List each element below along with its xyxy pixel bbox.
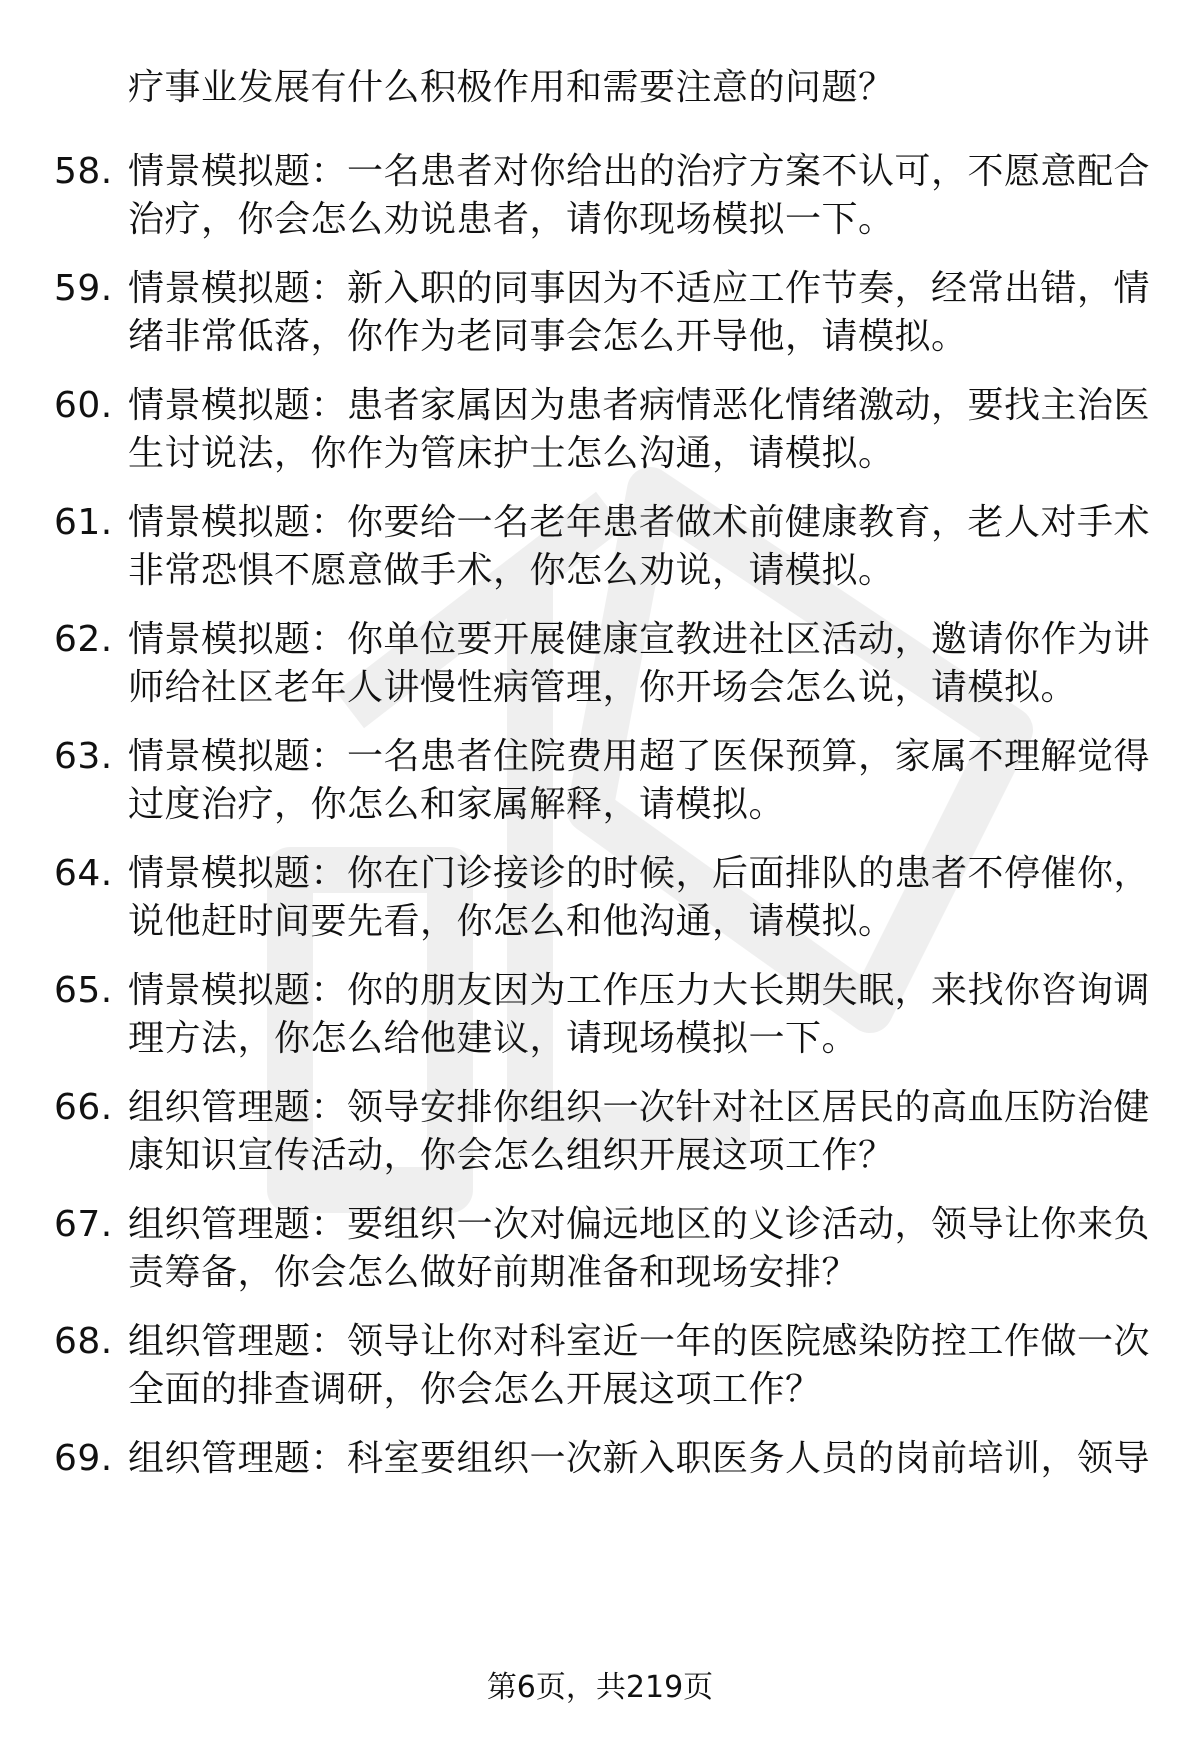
question-text-line: 生讨说法，你作为管床护士怎么沟通，请模拟。 xyxy=(128,433,895,474)
question-number: 64. xyxy=(54,853,113,894)
question-text-line: 情景模拟题：患者家属因为患者病情恶化情绪激动，要找主治医 xyxy=(128,385,1151,426)
question-text-line: 组织管理题：科室要组织一次新入职医务人员的岗前培训，领导 xyxy=(128,1438,1151,1479)
question-text-line: 情景模拟题：你要给一名老年患者做术前健康教育，老人对手术 xyxy=(128,502,1151,543)
question-number: 66. xyxy=(54,1087,113,1128)
question-text-line: 过度治疗，你怎么和家属解释，请模拟。 xyxy=(128,784,786,825)
question-number: 68. xyxy=(54,1321,113,1362)
question-text-line: 情景模拟题：一名患者住院费用超了医保预算，家属不理解觉得 xyxy=(128,736,1151,777)
question-text-line: 全面的排查调研，你会怎么开展这项工作？ xyxy=(128,1369,822,1410)
question-number: 58. xyxy=(54,151,113,192)
question-text-line: 情景模拟题：你在门诊接诊的时候，后面排队的患者不停催你， xyxy=(128,853,1151,894)
question-number: 67. xyxy=(54,1204,113,1245)
page-footer: 第6页，共219页 xyxy=(486,1670,714,1705)
question-text-line: 说他赶时间要先看，你怎么和他沟通，请模拟。 xyxy=(128,901,895,942)
question-text-line: 情景模拟题：你的朋友因为工作压力大长期失眠，来找你咨询调 xyxy=(128,970,1151,1011)
question-number: 59. xyxy=(54,268,113,309)
question-text-line: 理方法，你怎么给他建议，请现场模拟一下。 xyxy=(128,1018,859,1059)
continuation-text: 疗事业发展有什么积极作用和需要注意的问题？ xyxy=(128,67,895,108)
question-number: 60. xyxy=(54,385,113,426)
question-text-line: 绪非常低落，你作为老同事会怎么开导他，请模拟。 xyxy=(128,316,968,357)
question-number: 69. xyxy=(54,1438,113,1479)
question-text-line: 情景模拟题：新入职的同事因为不适应工作节奏，经常出错，情 xyxy=(128,268,1151,309)
question-text-line: 治疗，你会怎么劝说患者，请你现场模拟一下。 xyxy=(128,199,895,240)
question-text-line: 情景模拟题：你单位要开展健康宣教进社区活动，邀请你作为讲 xyxy=(128,619,1151,660)
question-text-line: 师给社区老年人讲慢性病管理，你开场会怎么说，请模拟。 xyxy=(128,667,1078,708)
question-text-line: 非常恐惧不愿意做手术，你怎么劝说，请模拟。 xyxy=(128,550,895,591)
question-text-line: 组织管理题：领导安排你组织一次针对社区居民的高血压防治健 xyxy=(128,1087,1151,1128)
question-number: 65. xyxy=(54,970,113,1011)
question-number: 63. xyxy=(54,736,113,777)
question-text-line: 情景模拟题：一名患者对你给出的治疗方案不认可，不愿意配合 xyxy=(128,151,1151,192)
question-text-line: 组织管理题：领导让你对科室近一年的医院感染防控工作做一次 xyxy=(128,1321,1151,1362)
question-number: 62. xyxy=(54,619,113,660)
question-text-line: 组织管理题：要组织一次对偏远地区的义诊活动，领导让你来负 xyxy=(128,1204,1151,1245)
question-number: 61. xyxy=(54,502,113,543)
question-text-line: 康知识宣传活动，你会怎么组织开展这项工作？ xyxy=(128,1135,895,1176)
question-text-line: 责筹备，你会怎么做好前期准备和现场安排？ xyxy=(128,1252,859,1293)
